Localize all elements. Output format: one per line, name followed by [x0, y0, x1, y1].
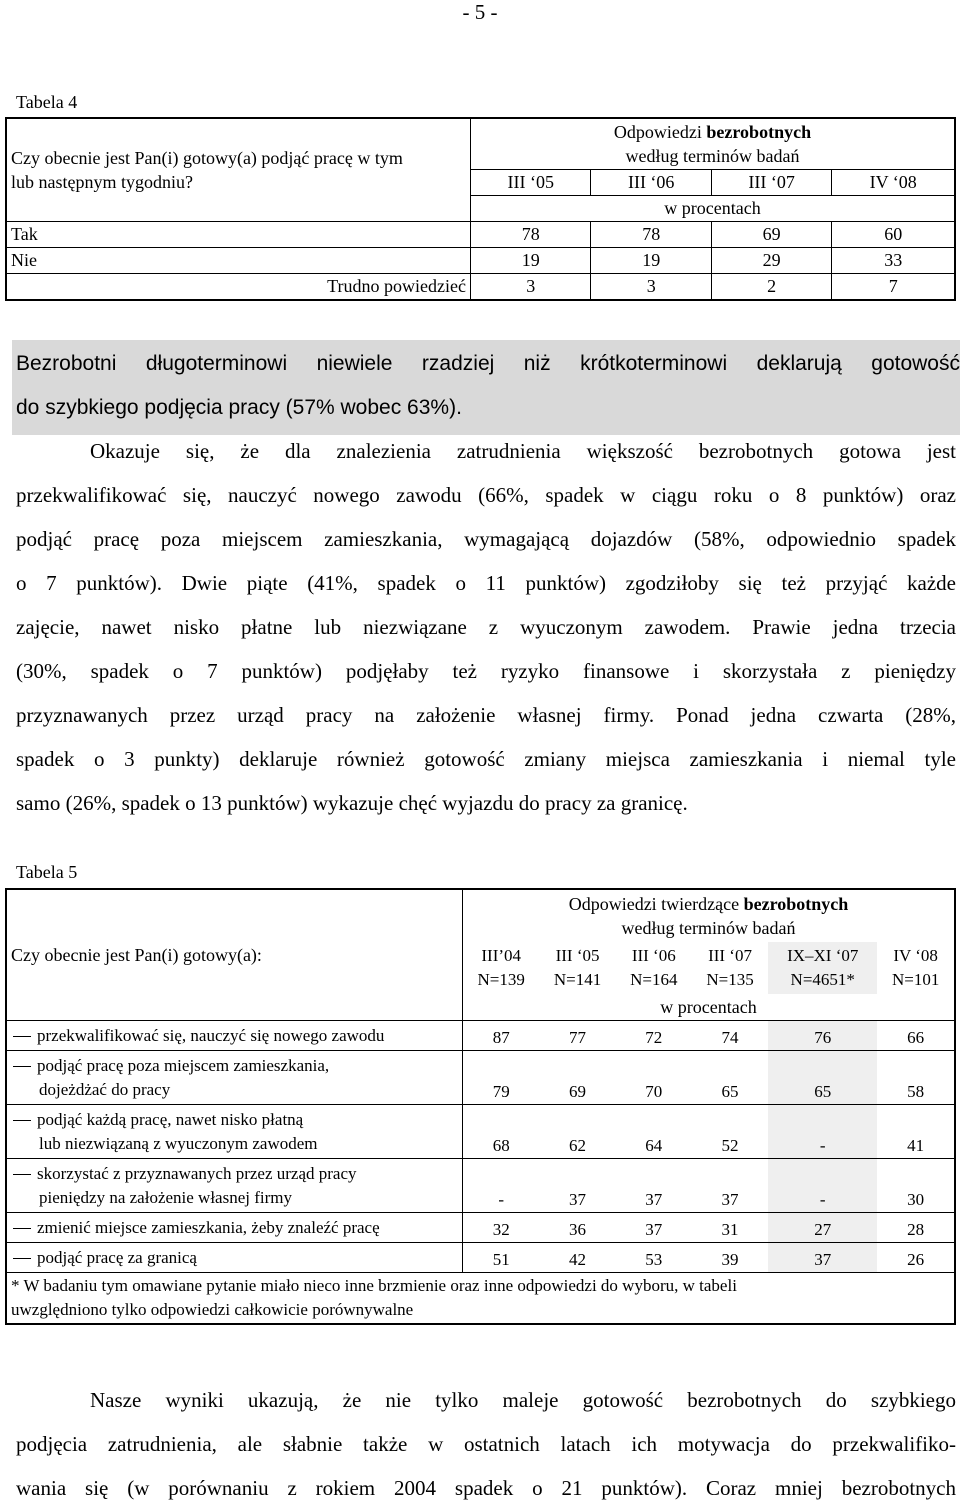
table5-footnote-line: * W badaniu tym omawiane pytanie miało nieco inne brzmienie oraz inne odpowiedzi do wyboru, w tabeli [11, 1276, 737, 1295]
table5-question: Czy obecnie jest Pan(i) gotowy(a): [6, 889, 463, 1021]
table5-cell: 52 [692, 1105, 768, 1159]
table4-cell: 33 [832, 248, 955, 274]
paragraph-line: przyznawanych przez urząd pracy na założenie własnej firmy. Ponad jedna czwarta (28%, [16, 703, 956, 727]
table5-cell: 32 [463, 1213, 540, 1243]
table4-header-bold: bezrobotnych [706, 122, 812, 142]
table-row [6, 1243, 955, 1273]
table5-cell: 68 [463, 1105, 540, 1159]
table5-unit: w procentach [463, 994, 956, 1021]
table5-term: III ‘06 [631, 946, 676, 965]
table4-row-label: Trudno powiedzieć [6, 274, 471, 301]
table-row [6, 1051, 955, 1105]
table5-cell: 41 [877, 1105, 955, 1159]
table5-cell: 69 [539, 1051, 615, 1105]
dash-icon [13, 1120, 31, 1121]
table4-header [471, 118, 956, 170]
table-row [6, 1213, 955, 1243]
table5-footnote-line: uwzględniono tylko odpowiedzi całkowicie porównywalne [11, 1300, 414, 1319]
table-row [6, 1159, 955, 1213]
table5-cell: 31 [692, 1213, 768, 1243]
table5-n: N=164 [630, 970, 678, 989]
table-row [6, 1021, 955, 1051]
table5-header-bold: bezrobotnych [743, 894, 849, 914]
table-row [6, 274, 955, 301]
paragraph-line: spadek o 3 punkty) deklaruje również gotowość zmiany miejsca zamieszkania i niemal tyle [16, 747, 956, 771]
table5-cell: 28 [877, 1213, 955, 1243]
table5-header [463, 889, 956, 942]
table-row [6, 222, 955, 248]
table4-cell: 2 [711, 274, 831, 301]
table4-caption: Tabela 4 [16, 92, 78, 112]
table4-question-line2: lub następnym tygodniu? [11, 172, 193, 192]
table5-row-label [6, 1021, 463, 1051]
paragraph-line: wania się (w porównaniu z rokiem 2004 spadek o 21 punktów). Coraz mniej bezrobotnych [16, 1476, 956, 1500]
paragraph-line: podjęcia zatrudnienia, ale słabnie także w ostatnich latach ich motywacja do przekwalifiko- [16, 1432, 956, 1456]
table4-term: III ‘07 [711, 170, 831, 196]
table5-n: N=101 [891, 970, 940, 989]
table5-row-label-text: dojeżdżać do pracy [39, 1079, 171, 1099]
paragraph-2 [16, 1378, 956, 1510]
table4-cell: 29 [711, 248, 831, 274]
table5-column-head [692, 942, 768, 994]
table5-cell: 37 [692, 1159, 768, 1213]
table5-cell: 66 [877, 1021, 955, 1051]
table5-cell: 26 [877, 1243, 955, 1273]
table5-cell: 42 [539, 1243, 615, 1273]
table4 [5, 117, 956, 301]
table5-row-label-text: skorzystać z przyznawanych przez urząd pracy [37, 1163, 357, 1183]
dash-icon [13, 1174, 31, 1175]
table5-cell: 37 [616, 1213, 692, 1243]
table5-n: N=141 [553, 970, 602, 989]
table5-row-label-text: podjąć każdą pracę, nawet nisko płatną [37, 1109, 304, 1129]
table5-cell: 72 [616, 1021, 692, 1051]
highlight-line: Bezrobotni długoterminowi niewiele rzadziej niż krótkoterminowi deklarują gotowość [16, 352, 960, 375]
table4-cell: 78 [471, 222, 591, 248]
table5-row-label-text: podjąć pracę poza miejscem zamieszkania, [37, 1055, 330, 1075]
table5-header-prefix: Odpowiedzi twierdzące [568, 894, 744, 914]
table5-term: III ‘07 [708, 946, 752, 965]
table4-cell: 7 [832, 274, 955, 301]
table5-row-label [6, 1159, 463, 1213]
table5-cell: 65 [692, 1051, 768, 1105]
table5-row-label [6, 1243, 463, 1273]
table4-row-label: Tak [6, 222, 471, 248]
paragraph-line: Nasze wyniki ukazują, że nie tylko maleje gotowość bezrobotnych do szybkiego [90, 1388, 956, 1412]
table5-cell: 27 [768, 1213, 877, 1243]
dash-icon [13, 1228, 31, 1229]
table5-cell: 77 [539, 1021, 615, 1051]
table4-term: III ‘05 [471, 170, 591, 196]
table4-term: IV ‘08 [832, 170, 955, 196]
table5-term: III’04 [481, 946, 522, 965]
highlight-line: do szybkiego podjęcia pracy (57% wobec 63%). [16, 396, 462, 419]
table5-cell: 30 [877, 1159, 955, 1213]
table5-cell: 37 [539, 1159, 615, 1213]
table-row [6, 248, 955, 274]
table5-row-label [6, 1051, 463, 1105]
table5-column-head [463, 942, 540, 994]
table4-unit: w procentach [471, 196, 956, 222]
table5-cell: 51 [463, 1243, 540, 1273]
dash-icon [13, 1258, 31, 1259]
table5-cell: 62 [539, 1105, 615, 1159]
table5-cell: 36 [539, 1213, 615, 1243]
table4-header-prefix: Odpowiedzi [613, 122, 707, 142]
table5-column-head [539, 942, 615, 994]
table5-cell: 37 [616, 1159, 692, 1213]
table5-cell: 76 [768, 1021, 877, 1051]
table5-row-label-text: lub niezwiązaną z wyuczonym zawodem [39, 1133, 318, 1153]
table4-cell: 60 [832, 222, 955, 248]
table4-term: III ‘06 [591, 170, 711, 196]
table4-question-line1: Czy obecnie jest Pan(i) gotowy(a) podjąć pracę w tym [11, 148, 403, 168]
table5-row-label [6, 1105, 463, 1159]
table4-cell: 19 [471, 248, 591, 274]
table5-cell: 87 [463, 1021, 540, 1051]
table5-term: III ‘05 [555, 946, 600, 965]
table5-cell: - [463, 1159, 540, 1213]
table4-cell: 19 [591, 248, 711, 274]
table5-cell: 53 [616, 1243, 692, 1273]
table5-cell: 37 [768, 1243, 877, 1273]
paragraph-line: podjąć pracę poza miejscem zamieszkania, wymagającą dojazdów (58%, odpowiednio spadek [16, 527, 956, 551]
table5-cell: - [768, 1105, 877, 1159]
table5 [5, 888, 956, 1325]
table5-cell: 74 [692, 1021, 768, 1051]
table4-cell: 3 [471, 274, 591, 301]
paragraph-line: zajęcie, nawet nisko płatne lub niezwiązane z wyuczonym zawodem. Prawie jedna trzecia [16, 615, 956, 639]
paragraph-line: Okazuje się, że dla znalezienia zatrudnienia większość bezrobotnych gotowa jest [90, 439, 956, 463]
table5-column-head [768, 942, 877, 994]
paragraph-1 [16, 429, 956, 825]
table5-row-label-text: zmienić miejsce zamieszkania, żeby znaleźć pracę [37, 1217, 380, 1237]
table5-row-label-text: podjąć pracę za granicą [37, 1247, 197, 1267]
table5-n: N=4651* [790, 970, 855, 989]
table4-cell: 78 [591, 222, 711, 248]
table4-cell: 69 [711, 222, 831, 248]
dash-icon [13, 1036, 31, 1037]
table5-term: IV ‘08 [893, 946, 938, 965]
page-number: - 5 - [462, 0, 498, 24]
table5-cell: 58 [877, 1051, 955, 1105]
paragraph-line: o 7 punktów). Dwie piąte (41%, spadek o 11 punktów) zgodziłoby się też przyjąć każde [16, 571, 956, 595]
table5-column-head [616, 942, 692, 994]
highlight-paragraph [12, 340, 960, 435]
table5-row-label-text: pieniędzy na założenie własnej firmy [39, 1187, 292, 1207]
paragraph-line: (30%, spadek o 7 punktów) podjęłaby też ryzyko finansowe i skorzystała z pieniędzy [16, 659, 956, 683]
table5-column-head [877, 942, 955, 994]
table5-cell: 64 [616, 1105, 692, 1159]
table5-cell: - [768, 1159, 877, 1213]
table5-footnote [6, 1273, 955, 1325]
table5-n: N=135 [706, 970, 754, 989]
table5-cell: 70 [616, 1051, 692, 1105]
table5-cell: 39 [692, 1243, 768, 1273]
table5-cell: 79 [463, 1051, 540, 1105]
table5-n: N=139 [477, 970, 525, 989]
table4-row-label: Nie [6, 248, 471, 274]
paragraph-line: samo (26%, spadek o 13 punktów) wykazuje chęć wyjazdu do pracy za granicę. [16, 791, 688, 815]
table4-question [6, 118, 471, 222]
dash-icon [13, 1066, 31, 1067]
table5-caption: Tabela 5 [16, 862, 78, 882]
table5-row-label-text: przekwalifikować się, nauczyć się nowego zawodu [37, 1025, 385, 1045]
table5-term: IX–XI ‘07 [787, 946, 859, 965]
table4-cell: 3 [591, 274, 711, 301]
table5-cell: 65 [768, 1051, 877, 1105]
table4-header-line2: według terminów badań [625, 146, 800, 166]
paragraph-line: przekwalifikować się, nauczyć nowego zawodu (66%, spadek w ciągu roku o 8 punktów) oraz [16, 483, 956, 507]
table5-header-line2: według terminów badań [621, 918, 796, 938]
table5-row-label [6, 1213, 463, 1243]
table-row [6, 1105, 955, 1159]
